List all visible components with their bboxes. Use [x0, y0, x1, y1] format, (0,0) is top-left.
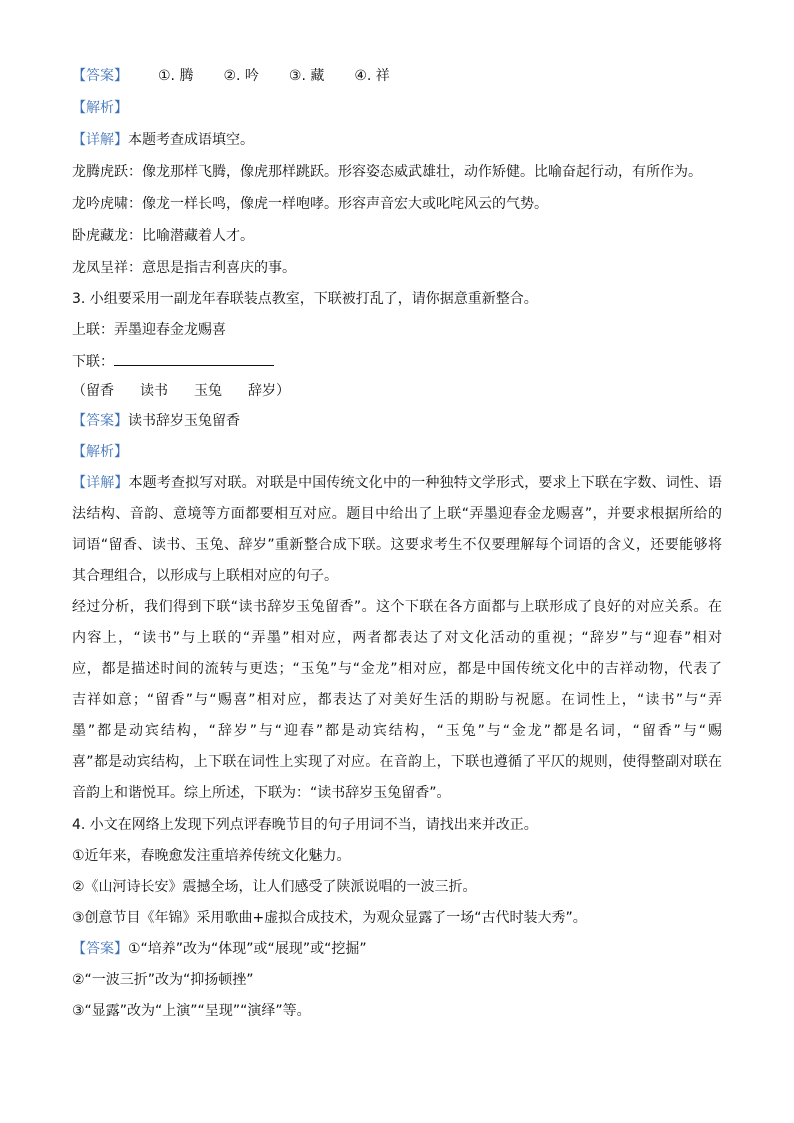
q4-sentence: ②《山河诗长安》震撼全场，让人们感受了陕派说唱的一波三折。	[72, 879, 477, 895]
q3-upper-line: 上联：弄墨迎春金龙赐喜	[72, 322, 226, 338]
detail-tag: 【详解】	[72, 475, 129, 491]
option-item: 玉兔	[194, 383, 222, 399]
q2-analysis-tag: 【解析】	[72, 100, 128, 116]
idiom-line: 卧虎藏龙：比喻潜藏着人才。	[72, 228, 254, 244]
q3-answer: 读书辞岁玉兔留香	[128, 413, 240, 429]
answer-tag: 【答案】	[72, 68, 128, 84]
q3-analysis-tag: 【解析】	[72, 444, 128, 460]
paragraph-line: 应，都是描述时间的流转与更迭；“玉兔”与“金龙”相对应，都是中国传统文化中的吉祥动物，代表了	[72, 661, 722, 677]
q2-answer-3: ③. 藏	[288, 68, 325, 84]
paragraph-line: 喜”都是动宾结构，上下联在词性上实现了对应。在音韵上，下联也遵循了平仄的规则，使得整副对联在	[72, 754, 722, 770]
paragraph-line	[72, 473, 722, 493]
q4-sentence: ③创意节目《年锦》采用歌曲+虚拟合成技术，为观众显露了一场“古代时装大秀”。	[72, 910, 587, 926]
paragraph-text: 本题考查拟写对联。对联是中国传统文化中的一种独特文学形式，要求上下联在字数、词性、语	[128, 475, 723, 491]
idiom-line: 龙吟虎啸：像龙一样长鸣，像虎一样咆哮。形容声音宏大或叱咤风云的气势。	[72, 196, 548, 212]
q2-answer-line	[72, 66, 722, 86]
option-item: 留香	[86, 383, 114, 399]
paragraph-line: 音韵上和谐悦耳。综上所述，下联为：“读书辞岁玉兔留香”。	[72, 785, 451, 801]
paragraph-line: 墨”都是动宾结构，“辞岁”与“迎春”都是动宾结构，“玉兔”与“金龙”都是名词，“留香”与“赐	[72, 723, 722, 739]
q4-sentence: ①近年来，春晚愈发注重培养传统文化魅力。	[72, 848, 351, 864]
q4-answer: ②“一波三折”改为“抑扬顿挫”	[72, 972, 254, 988]
paragraph-line: 吉祥如意；“留香”与“赐喜”相对应，都表达了对美好生活的期盼与祝愿。在词性上，“读书”与“弄	[72, 692, 722, 708]
q4-question: 4. 小文在网络上发现下列点评春晚节目的句子用词不当，请找出来并改正。	[72, 817, 538, 833]
answer-tag: 【答案】	[72, 941, 128, 957]
idiom-line: 龙腾虎跃：像龙那样飞腾，像虎那样跳跃。形容姿态威武雄壮，动作矫健。比喻奋起行动，有所作为。	[72, 164, 702, 180]
q4-answer: ③“显露”改为“上演”“呈现”“演绎”等。	[72, 1003, 311, 1019]
q4-answer: ①“培养”改为“体现”或“展现”或“挖掘”	[128, 941, 367, 957]
option-item: 辞岁	[248, 383, 276, 399]
q2-detail-intro: 本题考查成语填空。	[128, 132, 254, 148]
q3-answer-line	[72, 411, 722, 431]
idiom-line: 龙凤呈祥：意思是指吉利喜庆的事。	[72, 260, 296, 276]
q3-lower-line	[72, 351, 722, 372]
lower-line-label: 下联：	[72, 354, 114, 370]
q2-answer-1: ①. 腾	[158, 68, 194, 84]
answer-blank	[114, 351, 274, 366]
answer-tag: 【答案】	[72, 413, 128, 429]
options-close: ）	[276, 383, 290, 399]
paragraph-line: 词语“留香、读书、玉兔、辞岁”重新整合成下联。这要求考生不仅要理解每个词语的含义，还要能够将	[72, 537, 722, 553]
q2-answer-4: ④. 祥	[354, 68, 390, 84]
paragraph-line: 经过分析，我们得到下联“读书辞岁玉兔留香”。这个下联在各方面都与上联形成了良好的对应关系。在	[72, 599, 722, 615]
q2-detail-line	[72, 130, 722, 150]
q2-answer-2: ②. 吟	[223, 68, 259, 84]
option-item: 读书	[140, 383, 168, 399]
options-open: （	[72, 383, 86, 399]
q3-question: 3. 小组要采用一副龙年春联装点教室，下联被打乱了，请你据意重新整合。	[72, 291, 538, 307]
paragraph-line: 其合理组合，以形成与上联相对应的句子。	[72, 568, 338, 584]
detail-tag: 【详解】	[72, 132, 128, 148]
paragraph-line: 法结构、音韵、意境等方面都要相互对应。题目中给出了上联“弄墨迎春金龙赐喜”，并要求根据所给的	[72, 506, 722, 522]
q3-options	[72, 381, 722, 401]
paragraph-line: 内容上，“读书”与上联的“弄墨”相对应，两者都表达了对文化活动的重视；“辞岁”与“迎春”相对	[72, 630, 722, 646]
q4-answer-line	[72, 939, 722, 959]
